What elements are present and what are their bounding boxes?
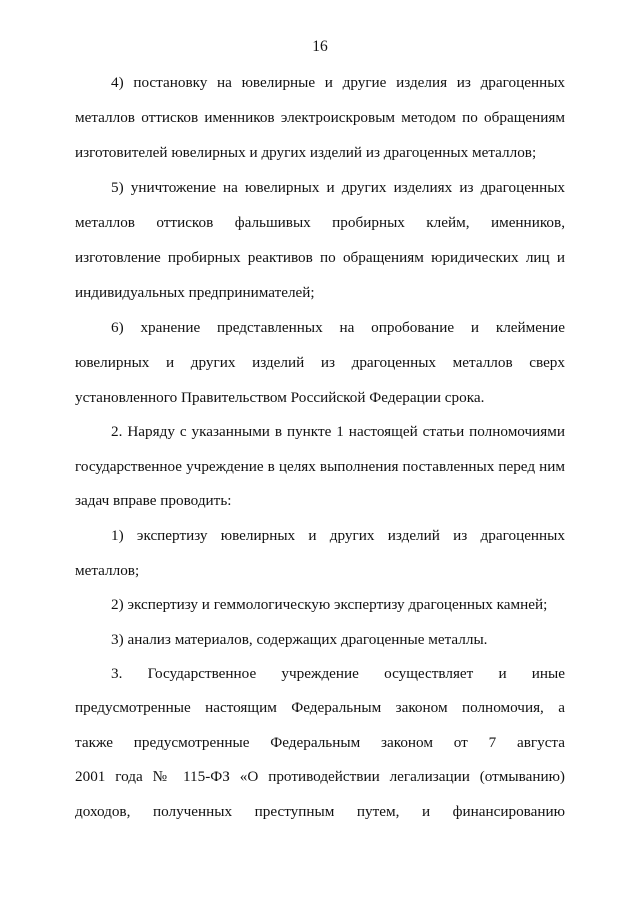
text-line: ювелирных и других изделий из драгоценных металлов сверх [75, 354, 565, 371]
text-line: 2001 года № 115-ФЗ «О противодействии легализации (отмыванию) [75, 768, 565, 785]
text-line: металлов оттисков именников электроискровым методом по обращениям [75, 109, 565, 126]
text-line: 1) экспертизу ювелирных и других изделий из драгоценных [111, 527, 565, 544]
text-line: металлов; [75, 562, 140, 579]
text-line: 2) экспертизу и геммологическую экспертизу драгоценных камней; [111, 596, 548, 613]
text-line: задач вправе проводить: [75, 492, 232, 509]
page-number: 16 [312, 38, 328, 55]
text-line: металлов оттисков фальшивых пробирных клейм, именников, [75, 214, 565, 231]
text-line: 6) хранение представленных на опробование и клеймение [111, 319, 565, 336]
text-line: установленного Правительством Российской Федерации срока. [75, 389, 485, 406]
text-line: 3) анализ материалов, содержащих драгоценные металлы. [111, 631, 488, 648]
text-line: предусмотренные настоящим Федеральным законом полномочия, а [75, 699, 565, 716]
text-line: 2. Наряду с указанными в пункте 1 настоящей статьи полномочиями [111, 423, 565, 440]
text-line: также предусмотренные Федеральным законом от 7 августа [75, 734, 565, 751]
text-line: доходов, полученных преступным путем, и финансированию [75, 803, 565, 820]
text-line: 5) уничтожение на ювелирных и других изделиях из драгоценных [111, 179, 565, 196]
text-line: изготовление пробирных реактивов по обращениям юридических лиц и [75, 249, 565, 266]
text-line: 4) постановку на ювелирные и другие изделия из драгоценных [111, 74, 565, 91]
text-line: изготовителей ювелирных и других изделий из драгоценных металлов; [75, 144, 537, 161]
text-line: 3. Государственное учреждение осуществляет и иные [111, 665, 565, 682]
text-line: индивидуальных предпринимателей; [75, 284, 315, 301]
text-line: государственное учреждение в целях выполнения поставленных перед ним [75, 458, 565, 475]
